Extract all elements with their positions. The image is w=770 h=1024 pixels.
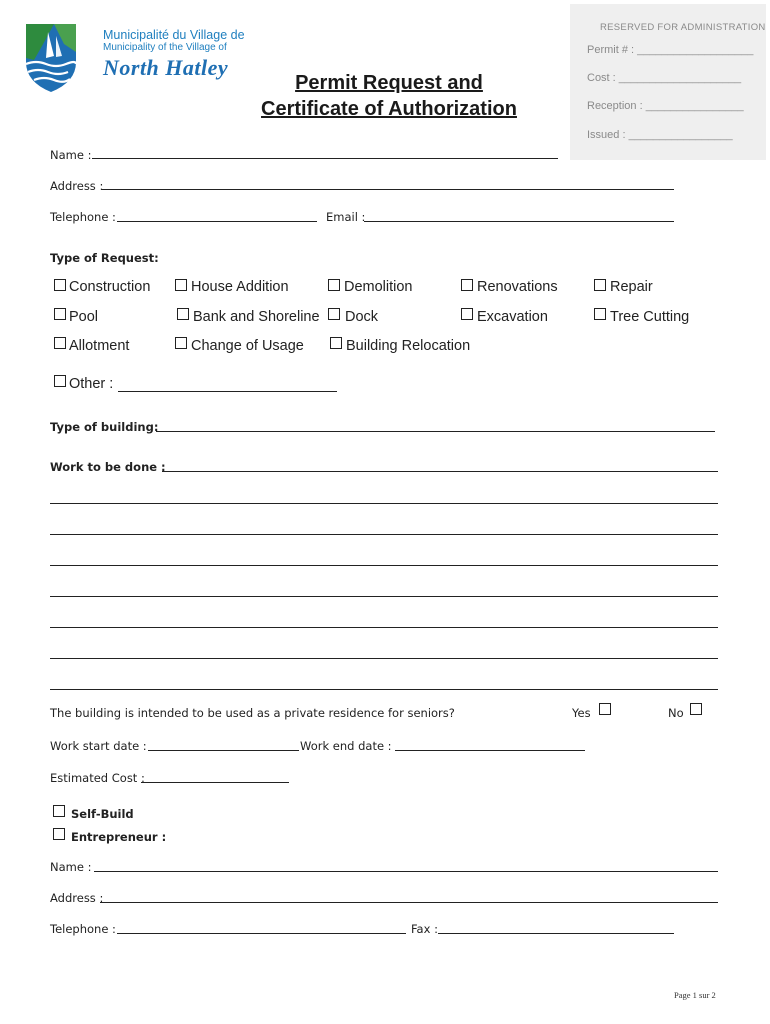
page-title: Permit Request and Certificate of Authorization bbox=[261, 72, 517, 120]
work-line-6[interactable] bbox=[50, 627, 718, 628]
page-number: Page 1 sur 2 bbox=[674, 990, 716, 1000]
email-label: Email : bbox=[326, 210, 366, 224]
demolition-label: Demolition bbox=[344, 279, 413, 295]
construction-checkbox[interactable] bbox=[54, 279, 66, 291]
work-start-date-label: Work start date : bbox=[50, 739, 147, 753]
repair-label: Repair bbox=[610, 279, 653, 295]
no-checkbox[interactable] bbox=[690, 703, 702, 715]
admin-permit-label: Permit # : ___________________ bbox=[587, 44, 754, 56]
municipality-name-en: Municipality of the Village of bbox=[103, 42, 227, 53]
telephone-label: Telephone : bbox=[50, 210, 116, 224]
building-relocation-checkbox[interactable] bbox=[330, 337, 342, 349]
type-of-building-label: Type of building: bbox=[50, 420, 159, 434]
entrepreneur-telephone-label: Telephone : bbox=[50, 922, 116, 936]
pool-label: Pool bbox=[69, 309, 99, 325]
entrepreneur-name-label: Name : bbox=[50, 860, 92, 874]
village-name: North Hatley bbox=[103, 55, 229, 80]
entrepreneur-address-label: Address : bbox=[50, 891, 104, 905]
renovations-checkbox[interactable] bbox=[461, 279, 473, 291]
work-line-8[interactable] bbox=[50, 689, 718, 690]
change-of-usage-label: Change of Usage bbox=[191, 338, 304, 354]
admin-reception-label: Reception : ________________ bbox=[587, 100, 744, 112]
change-of-usage-checkbox[interactable] bbox=[175, 337, 187, 349]
address-field[interactable] bbox=[102, 189, 674, 190]
construction-label: Construction bbox=[69, 279, 151, 295]
other-label: Other : bbox=[69, 376, 114, 392]
allotment-label: Allotment bbox=[69, 338, 130, 354]
municipality-name-fr: Municipalité du Village de bbox=[103, 28, 245, 42]
pool-checkbox[interactable] bbox=[54, 308, 66, 320]
fax-label: Fax : bbox=[411, 922, 438, 936]
demolition-checkbox[interactable] bbox=[328, 279, 340, 291]
admin-reserved-box bbox=[570, 4, 766, 160]
estimated-cost-field[interactable] bbox=[141, 782, 289, 783]
work-line-7[interactable] bbox=[50, 658, 718, 659]
work-line-5[interactable] bbox=[50, 596, 718, 597]
type-of-request-heading: Type of Request: bbox=[50, 251, 159, 265]
entrepreneur-label: Entrepreneur : bbox=[71, 830, 167, 844]
yes-checkbox[interactable] bbox=[599, 703, 611, 715]
work-line-4[interactable] bbox=[50, 565, 718, 566]
excavation-checkbox[interactable] bbox=[461, 308, 473, 320]
work-line-3[interactable] bbox=[50, 534, 718, 535]
building-relocation-label: Building Relocation bbox=[346, 338, 471, 354]
village-logo bbox=[24, 22, 78, 94]
work-line-1[interactable] bbox=[162, 471, 718, 472]
work-start-date-field[interactable] bbox=[148, 750, 299, 751]
tree-cutting-checkbox[interactable] bbox=[594, 308, 606, 320]
work-end-date-field[interactable] bbox=[395, 750, 585, 751]
self-build-label: Self-Build bbox=[71, 807, 134, 821]
dock-checkbox[interactable] bbox=[328, 308, 340, 320]
other-field[interactable] bbox=[118, 391, 337, 392]
allotment-checkbox[interactable] bbox=[54, 337, 66, 349]
telephone-field[interactable] bbox=[117, 221, 317, 222]
fax-field[interactable] bbox=[438, 933, 674, 934]
estimated-cost-label: Estimated Cost : bbox=[50, 771, 145, 785]
email-field[interactable] bbox=[364, 221, 674, 222]
entrepreneur-address-field[interactable] bbox=[100, 902, 718, 903]
excavation-label: Excavation bbox=[477, 309, 548, 325]
bank-and-shoreline-checkbox[interactable] bbox=[177, 308, 189, 320]
admin-issued-label: Issued : _________________ bbox=[587, 129, 733, 141]
admin-cost-label: Cost : ____________________ bbox=[587, 72, 742, 84]
entrepreneur-name-field[interactable] bbox=[94, 871, 718, 872]
dock-label: Dock bbox=[345, 309, 379, 325]
repair-checkbox[interactable] bbox=[594, 279, 606, 291]
work-to-be-done-label: Work to be done : bbox=[50, 460, 166, 474]
name-field[interactable] bbox=[92, 158, 558, 159]
name-label: Name : bbox=[50, 148, 92, 162]
work-line-2[interactable] bbox=[50, 503, 718, 504]
yes-label: Yes bbox=[572, 706, 591, 720]
house-addition-label: House Addition bbox=[191, 279, 289, 295]
other-checkbox[interactable] bbox=[54, 375, 66, 387]
seniors-question: The building is intended to be used as a private residence for seniors? bbox=[50, 706, 455, 720]
bank-and-shoreline-label: Bank and Shoreline bbox=[193, 309, 320, 325]
entrepreneur-checkbox[interactable] bbox=[53, 828, 65, 840]
no-label: No bbox=[668, 706, 684, 720]
admin-title: RESERVED FOR ADMINISTRATION bbox=[600, 22, 766, 33]
type-of-building-field[interactable] bbox=[156, 431, 715, 432]
tree-cutting-label: Tree Cutting bbox=[610, 309, 690, 325]
renovations-label: Renovations bbox=[477, 279, 558, 295]
entrepreneur-telephone-field[interactable] bbox=[117, 933, 406, 934]
work-end-date-label: Work end date : bbox=[300, 739, 392, 753]
house-addition-checkbox[interactable] bbox=[175, 279, 187, 291]
address-label: Address : bbox=[50, 179, 104, 193]
self-build-checkbox[interactable] bbox=[53, 805, 65, 817]
